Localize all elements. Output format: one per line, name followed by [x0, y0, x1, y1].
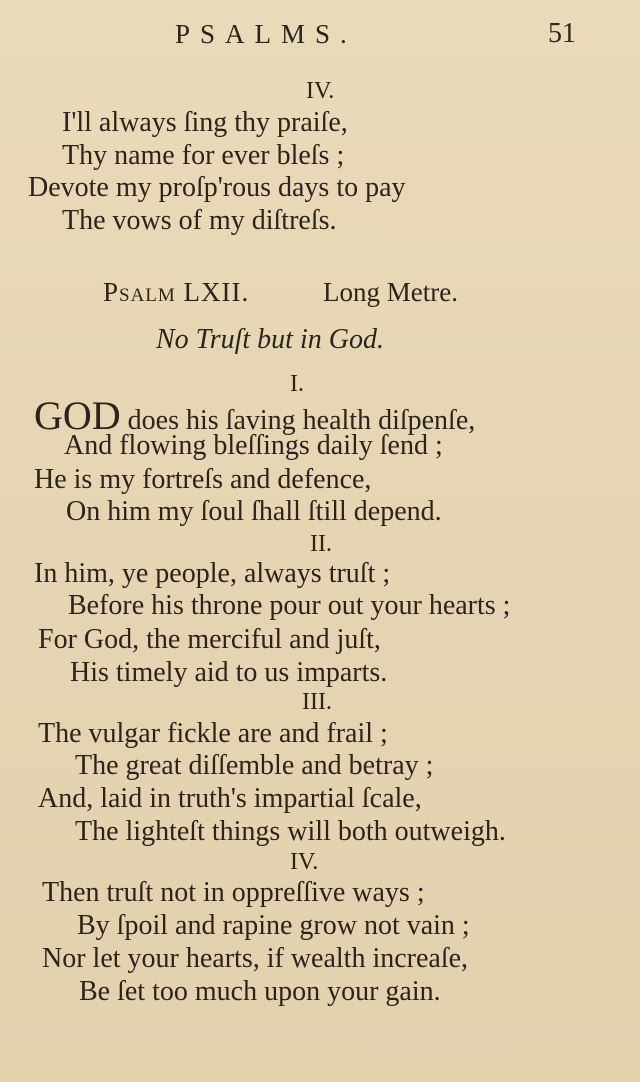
verse-line: In him, ye people, always truſt ; — [34, 558, 391, 589]
stanza-numeral: I. — [290, 371, 304, 397]
psalm-metre: Long Metre. — [323, 277, 458, 307]
verse-line: And flowing bleſſings daily ſend ; — [64, 430, 443, 461]
stanza-numeral: IV. — [290, 849, 319, 875]
verse-text: does his ſaving health diſpenſe, — [127, 405, 476, 436]
running-header: PSALMS. — [175, 19, 357, 49]
verse-line: Devote my proſp'rous days to pay — [28, 172, 406, 203]
verse-line: For God, the merciful and juſt, — [38, 624, 381, 655]
drop-capital: GOD — [34, 393, 121, 438]
verse-line: The vulgar fickle are and frail ; — [38, 718, 388, 749]
page-number: 51 — [548, 18, 576, 49]
verse-line: Then truſt not in oppreſſive ways ; — [42, 877, 425, 908]
stanza-numeral: II. — [310, 531, 332, 557]
verse-line: By ſpoil and rapine grow not vain ; — [77, 910, 470, 941]
verse-line: Before his throne pour out your hearts ; — [68, 590, 511, 621]
verse-line: The vows of my diſtreſs. — [62, 205, 337, 236]
verse-line: I'll always ſing thy praiſe, — [62, 107, 348, 138]
verse-line: His timely aid to us imparts. — [70, 657, 388, 688]
verse-line: Thy name for ever bleſs ; — [62, 140, 345, 171]
verse-line: Nor let your hearts, if wealth increaſe, — [42, 943, 469, 974]
stanza-numeral: III. — [302, 689, 332, 715]
verse-line: He is my fortreſs and defence, — [34, 464, 372, 495]
psalm-label: Psalm LXII. — [103, 277, 250, 307]
verse-line: The great diſſemble and betray ; — [75, 750, 434, 781]
psalm-subtitle: No Truſt but in God. — [156, 324, 384, 355]
stanza-numeral: IV. — [306, 78, 335, 104]
verse-line: On him my ſoul ſhall ſtill depend. — [66, 496, 442, 527]
verse-line: The lighteſt things will both outweigh. — [75, 816, 506, 847]
verse-line: And, laid in truth's impartial ſcale, — [38, 783, 422, 814]
verse-line: Be ſet too much upon your gain. — [79, 976, 441, 1007]
